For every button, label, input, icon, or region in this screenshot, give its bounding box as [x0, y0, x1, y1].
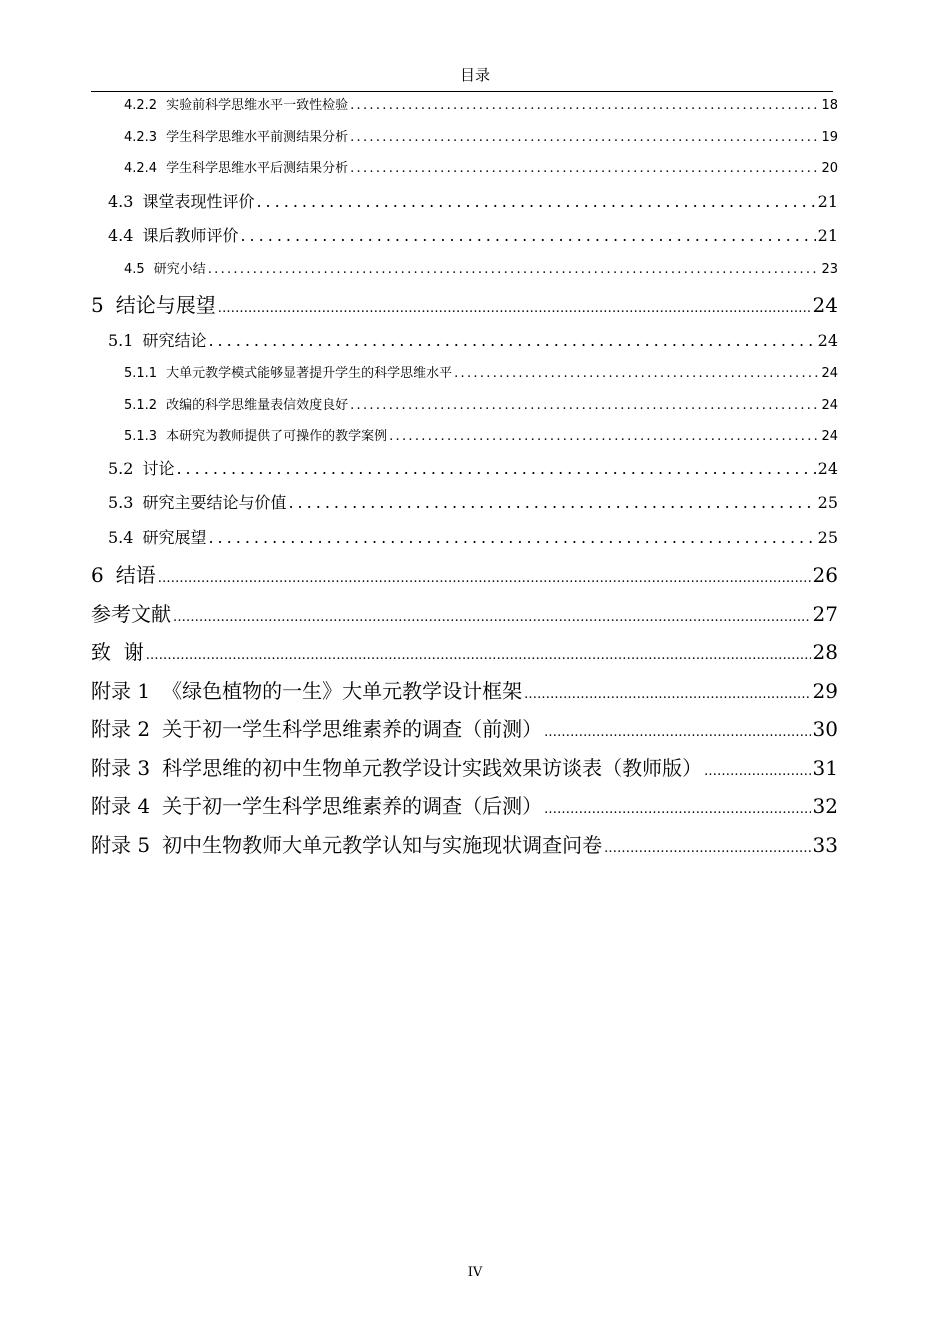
toc-entry-title: 学生科学思维水平后测结果分析	[166, 161, 349, 176]
toc-entry-number: 5.1.2	[124, 398, 158, 413]
toc-dot-leader	[146, 648, 811, 663]
toc-dot-leader	[240, 226, 815, 245]
toc-entry-number: 4.2.2	[124, 98, 158, 113]
toc-entry[interactable]	[91, 362, 838, 381]
toc-entry-page: 19	[821, 130, 838, 145]
toc-entry-number: 4.4	[108, 226, 134, 245]
toc-dot-leader	[350, 161, 819, 176]
toc-dot-leader	[176, 459, 815, 478]
toc-entry[interactable]	[91, 713, 838, 742]
toc-entry-page: 30	[812, 717, 838, 741]
toc-entry-title: 课堂表现性评价	[142, 192, 255, 211]
toc-entry-title: 研究主要结论与价值	[142, 493, 287, 512]
toc-entry-number: 附录 4	[91, 794, 151, 818]
toc-entry-page: 27	[812, 602, 838, 626]
toc-entry-title: 课后教师评价	[142, 226, 239, 245]
toc-entry-title: 关于初一学生科学思维素养的调查（前测）	[162, 717, 543, 741]
toc-entry-page: 24	[812, 293, 838, 317]
toc-entry[interactable]	[91, 258, 838, 277]
toc-entry[interactable]	[91, 675, 838, 704]
toc-entry-page: 31	[812, 756, 838, 780]
toc-dot-leader	[173, 610, 811, 625]
toc-entry-number: 5.4	[108, 528, 134, 547]
toc-dot-leader	[350, 98, 819, 113]
toc-entry-page: 23	[821, 262, 838, 277]
toc-entry-number: 5.3	[108, 493, 134, 512]
toc-entry-title: 结论与展望	[115, 293, 216, 317]
toc-entry-page: 18	[821, 98, 838, 113]
toc-entry-title: 初中生物教师大单元教学认知与实施现状调查问卷	[162, 833, 603, 857]
toc-entry-number: 5	[91, 293, 104, 317]
toc-entry[interactable]	[91, 157, 838, 176]
header-title: 目录	[459, 66, 490, 84]
toc-entry-number: 4.3	[108, 192, 134, 211]
toc-entry-title: 学生科学思维水平前测结果分析	[166, 130, 349, 145]
toc-entry[interactable]	[91, 490, 838, 513]
toc-entry[interactable]	[91, 829, 838, 858]
toc-entry-page: 33	[812, 833, 838, 857]
toc-entry[interactable]	[91, 559, 838, 588]
toc-dot-leader	[604, 841, 810, 856]
header-divider	[91, 91, 833, 92]
toc-entry-number: 5.1	[108, 331, 134, 350]
toc-entry-number: 6	[91, 563, 104, 587]
toc-entry-number: 4.2.3	[124, 130, 158, 145]
toc-entry-page: 32	[812, 794, 838, 818]
toc-entry-number: 附录 3	[91, 756, 151, 780]
toc-entry-page: 26	[812, 563, 838, 587]
toc-entry[interactable]	[91, 126, 838, 145]
toc-entry-title: 关于初一学生科学思维素养的调查（后测）	[162, 794, 543, 818]
toc-entry-page: 29	[812, 679, 838, 703]
toc-dot-leader	[704, 764, 810, 779]
toc-entry-page: 25	[817, 493, 838, 512]
toc-entry[interactable]	[91, 598, 838, 627]
toc-entry[interactable]	[91, 752, 838, 781]
footer-page-number: IV	[467, 1265, 483, 1280]
toc-dot-leader	[288, 493, 815, 512]
toc-entry-title: 改编的科学思维量表信效度良好	[166, 398, 349, 413]
toc-entry[interactable]	[91, 394, 838, 413]
toc-entry[interactable]	[91, 456, 838, 479]
toc-entry-title: 致 谢	[91, 640, 144, 664]
toc-dot-leader	[208, 528, 815, 547]
toc-entry-title: 研究小结	[153, 262, 206, 277]
toc-dot-leader	[256, 192, 815, 211]
toc-entry-title: 结语	[115, 563, 156, 587]
toc-entry-page: 21	[817, 192, 838, 211]
toc-entry[interactable]	[91, 223, 838, 246]
toc-entry[interactable]	[91, 790, 838, 819]
toc-entry[interactable]	[91, 636, 838, 665]
toc-dot-leader	[544, 725, 810, 740]
toc-dot-leader	[524, 687, 810, 702]
toc-dot-leader	[158, 571, 811, 586]
toc-entry-page: 21	[817, 226, 838, 245]
toc-entry-page: 24	[817, 459, 838, 478]
toc-entry-number: 4.5	[124, 262, 145, 277]
toc-entry-title: 研究结论	[142, 331, 207, 350]
toc-entry-number: 5.1.3	[124, 429, 158, 444]
toc-dot-leader	[350, 130, 819, 145]
toc-entry[interactable]	[91, 525, 838, 548]
toc-dot-leader	[350, 398, 819, 413]
toc-dot-leader	[218, 301, 811, 316]
toc-dot-leader	[454, 366, 819, 381]
toc-entry-page: 28	[812, 640, 838, 664]
toc-entry-title: 大单元教学模式能够显著提升学生的科学思维水平	[166, 366, 453, 381]
toc-dot-leader	[208, 262, 820, 277]
toc-dot-leader	[208, 331, 815, 350]
toc-entry-title: 本研究为教师提供了可操作的教学案例	[166, 429, 388, 444]
toc-dot-leader	[544, 802, 810, 817]
toc-entry-title: 研究展望	[142, 528, 207, 547]
toc-entry-title: 参考文献	[91, 602, 171, 626]
toc-entry[interactable]	[91, 328, 838, 351]
toc-dot-leader	[389, 429, 819, 444]
toc-entry[interactable]	[91, 425, 838, 444]
toc-entry[interactable]	[91, 289, 838, 318]
toc-entry-number: 5.2	[108, 459, 134, 478]
toc-entry-number: 4.2.4	[124, 161, 158, 176]
toc-entry-page: 24	[817, 331, 838, 350]
toc-entry-title: 讨论	[142, 459, 175, 478]
toc-entry-title: 《绿色植物的一生》大单元教学设计框架	[162, 679, 523, 703]
toc-entry-number: 附录 1	[91, 679, 151, 703]
toc-entry-page: 25	[817, 528, 838, 547]
toc-entry-number: 附录 5	[91, 833, 151, 857]
toc-entry-page: 24	[821, 429, 838, 444]
toc-entry-number: 附录 2	[91, 717, 151, 741]
toc-entry[interactable]	[91, 189, 838, 212]
toc-entry-page: 24	[821, 398, 838, 413]
toc-entry[interactable]	[91, 94, 838, 113]
toc-entry-page: 24	[821, 366, 838, 381]
toc-entry-title: 科学思维的初中生物单元教学设计实践效果访谈表（教师版）	[162, 756, 703, 780]
toc-entry-page: 20	[821, 161, 838, 176]
toc-entry-title: 实验前科学思维水平一致性检验	[166, 98, 349, 113]
toc-entry-number: 5.1.1	[124, 366, 158, 381]
